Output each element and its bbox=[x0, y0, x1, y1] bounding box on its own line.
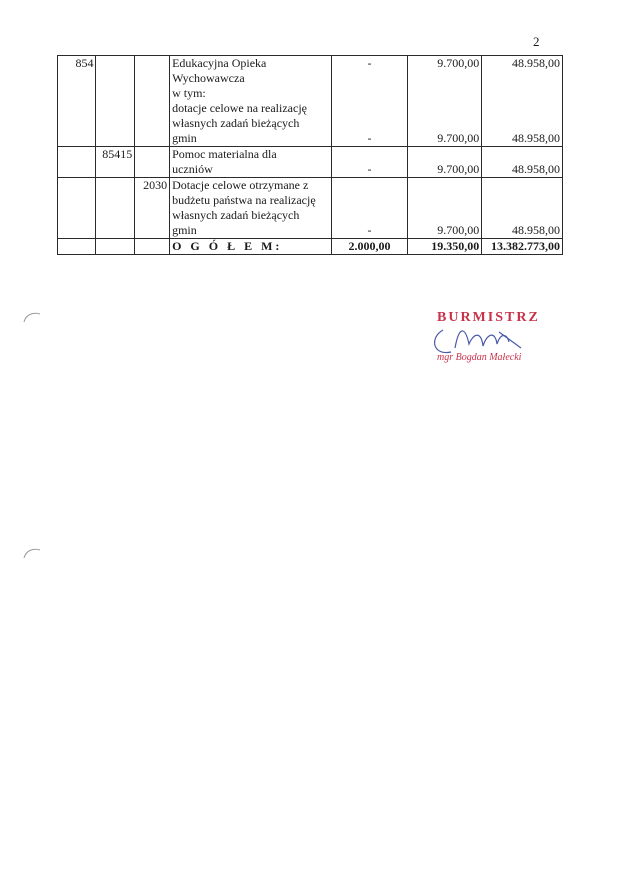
amount-c-cell: 48.958,00 bbox=[482, 178, 563, 239]
amount-value: 9.700,00 bbox=[437, 56, 480, 70]
punch-hole-icon bbox=[22, 310, 42, 324]
dzial-cell bbox=[58, 239, 96, 255]
name-line: Pomoc materialna dla bbox=[172, 147, 277, 161]
amount-b-cell: 9.700,00 bbox=[407, 178, 481, 239]
name-line: gmin bbox=[172, 223, 197, 237]
table-row bbox=[58, 147, 563, 178]
rozdzial-cell: 85415 bbox=[96, 147, 135, 178]
total-amount-a: 2.000,00 bbox=[332, 239, 408, 255]
name-cell bbox=[170, 56, 332, 147]
name-line: dotacje celowe na realizację bbox=[172, 101, 307, 115]
amount-c-cell: 48.958,00 bbox=[482, 147, 563, 178]
punch-hole-icon bbox=[22, 546, 42, 560]
name-cell bbox=[170, 147, 332, 178]
name-line: gmin bbox=[172, 131, 197, 145]
name-line: w tym: bbox=[172, 86, 206, 100]
name-line: własnych zadań bieżących bbox=[172, 116, 300, 130]
table-row bbox=[58, 178, 563, 239]
paragraf-cell bbox=[135, 239, 170, 255]
total-amount-b: 19.350,00 bbox=[407, 239, 481, 255]
paragraf-cell bbox=[135, 56, 170, 147]
amount-value: 48.958,00 bbox=[512, 56, 560, 70]
name-line: Wychowawcza bbox=[172, 71, 245, 85]
rozdzial-cell bbox=[96, 56, 135, 147]
table-row bbox=[58, 56, 563, 147]
name-cell bbox=[170, 178, 332, 239]
total-row bbox=[58, 239, 563, 255]
amount-a-cell bbox=[332, 56, 408, 147]
name-line: uczniów bbox=[172, 162, 213, 176]
amount-value: - bbox=[367, 56, 372, 70]
total-amount-c: 13.382.773,00 bbox=[482, 239, 563, 255]
amount-value: 9.700,00 bbox=[437, 131, 480, 145]
amount-value: - bbox=[367, 131, 372, 145]
name-line: własnych zadań bieżących bbox=[172, 208, 300, 222]
rozdzial-cell bbox=[96, 239, 135, 255]
paragraf-cell: 2030 bbox=[135, 178, 170, 239]
amount-b-cell bbox=[407, 56, 481, 147]
dzial-cell bbox=[58, 147, 96, 178]
mayor-stamp bbox=[425, 308, 565, 378]
stamp-name: mgr Bogdan Małecki bbox=[437, 352, 522, 363]
paragraf-cell bbox=[135, 147, 170, 178]
rozdzial-cell bbox=[96, 178, 135, 239]
name-line: Dotacje celowe otrzymane z bbox=[172, 178, 309, 192]
amount-b-cell: 9.700,00 bbox=[407, 147, 481, 178]
amount-a-cell: - bbox=[332, 147, 408, 178]
name-line: Edukacyjna Opieka bbox=[172, 56, 267, 70]
dzial-cell: 854 bbox=[58, 56, 96, 147]
amount-a-cell: - bbox=[332, 178, 408, 239]
total-label: O G Ó Ł E M: bbox=[170, 239, 332, 255]
name-line: budżetu państwa na realizację bbox=[172, 193, 316, 207]
amount-value: 48.958,00 bbox=[512, 131, 560, 145]
dzial-cell bbox=[58, 178, 96, 239]
stamp-title: BURMISTRZ bbox=[437, 310, 540, 325]
budget-table bbox=[57, 55, 563, 255]
amount-c-cell bbox=[482, 56, 563, 147]
page-number: 2 bbox=[533, 34, 540, 49]
